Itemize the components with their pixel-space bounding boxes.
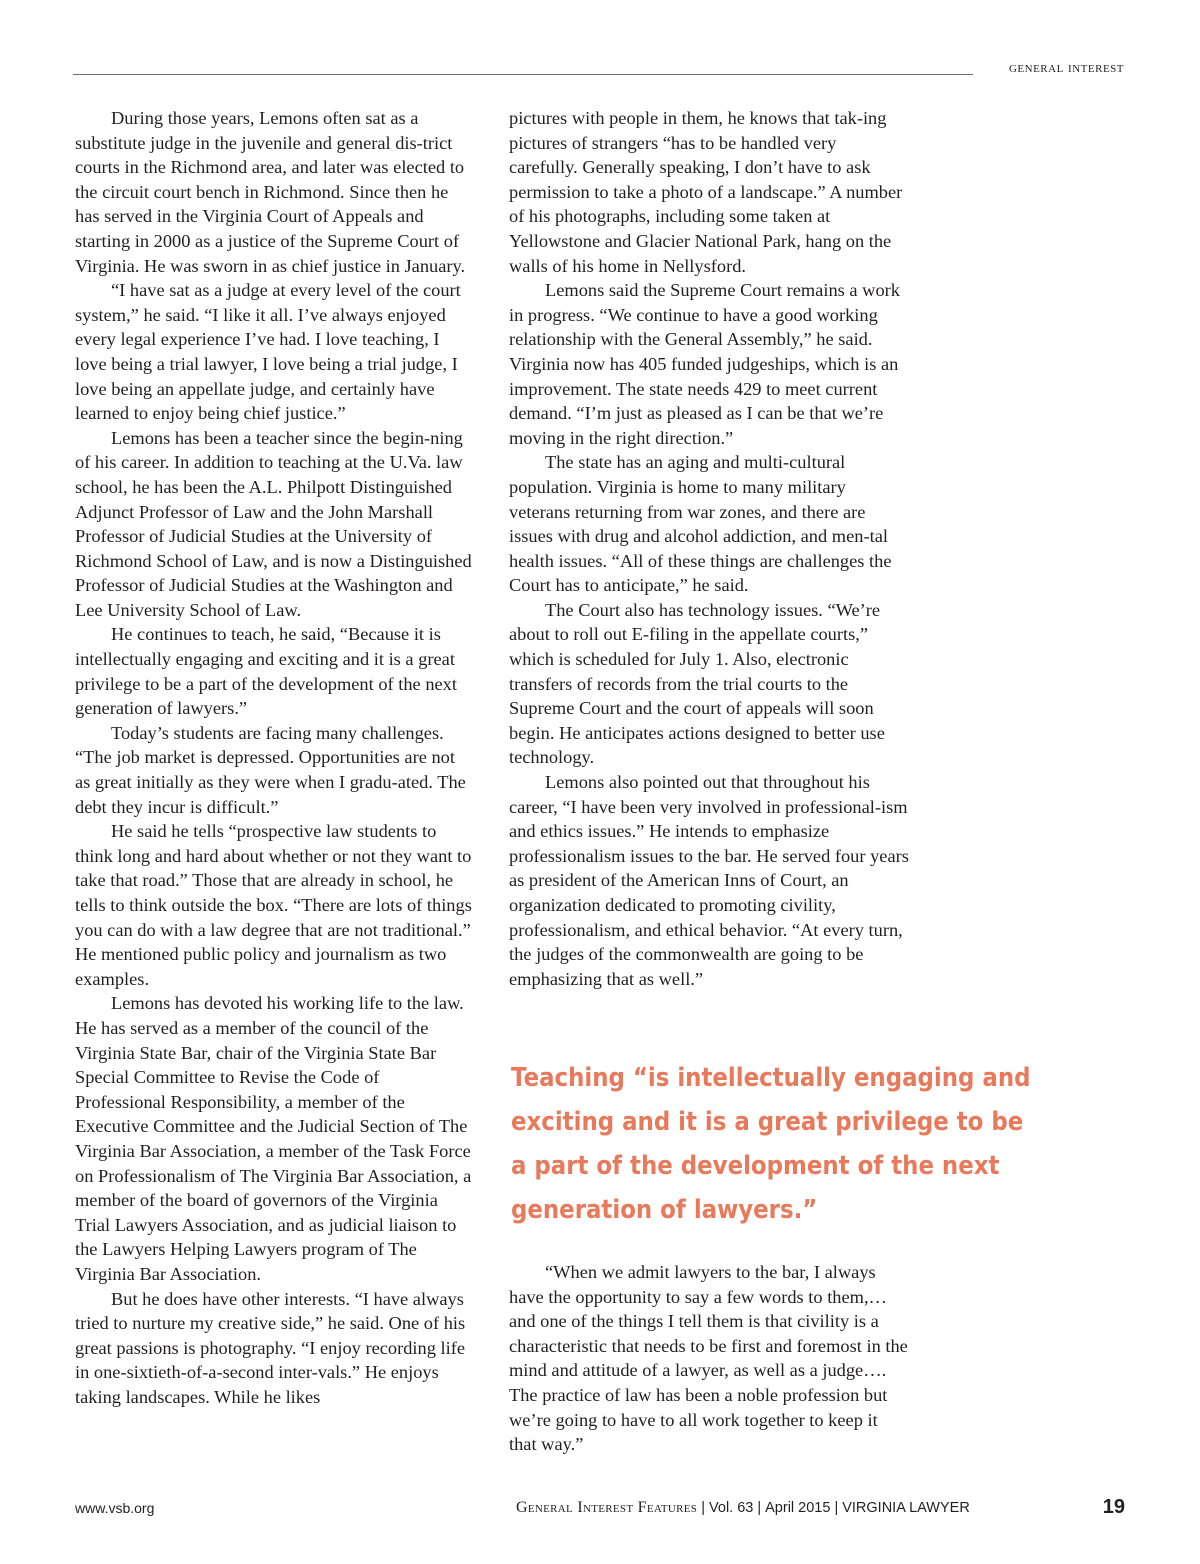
footer-separator: | <box>834 1500 839 1516</box>
paragraph: The Court also has technology issues. “We’re about to roll out E-filing in the appellate courts,” which is scheduled for July 1. Also, electronic transfers of records from the trial courts to the Supreme Court and the court of appeals will soon begin. He anticipates actions designed to better use technology. <box>509 599 885 768</box>
paragraph: Lemons also pointed out that throughout his career, “I have been very involved in professional-ism and ethics issues.” He intends to emphasize professionalism issues to the bar. He served four years as president of the American Inns of Court, an organization dedicated to promoting civility, professionalism, and ethical behavior. “At every turn, the judges of the commonwealth are going to be emphasizing that as well.” <box>509 772 909 989</box>
footer-date: April 2015 <box>765 1500 831 1516</box>
footer-running-title <box>516 1499 970 1517</box>
footer-section: General Interest Features <box>516 1499 698 1516</box>
paragraph: Lemons has been a teacher since the begin-ning of his career. In addition to teaching at the U.Va. law school, he has been the A.L. Philpott Distinguished Adjunct Professor of Law and the John Marshall Professor of Judicial Studies at the University of Richmond School of Law, and is now a Distinguished Professor of Judicial Studies at the Washington and Lee University School of Law. <box>75 427 472 620</box>
paragraph: The state has an aging and multi-cultural population. Virginia is home to many military veterans returning from war zones, and there are issues with drug and alcohol addiction, and men-tal health issues. “All of these things are challenges the Court has to anticipate,” he said. <box>509 452 892 596</box>
pull-quote: Teaching “is intellectually engaging and exciting and it is a great privilege to be a part of the development of the next generation of lawyers.” <box>511 1063 1031 1225</box>
paragraph: He continues to teach, he said, “Because it is intellectually engaging and exciting and it is a great privilege to be a part of the development of the next generation of lawyers.” <box>75 624 457 719</box>
left-column <box>75 106 473 1409</box>
paragraph: Lemons said the Supreme Court remains a work in progress. “We continue to have a good working relationship with the General Assembly,” he said. Virginia now has 405 funded judgeships, which is an improvement. The state needs 429 to meet current demand. “I’m just as pleased as I can be that we’re moving in the right direction.” <box>509 280 900 448</box>
footer-separator: | <box>701 1500 706 1516</box>
footer-separator: | <box>757 1500 762 1516</box>
header-rule <box>73 74 973 75</box>
paragraph: Today’s students are facing many challenges. “The job market is depressed. Opportunities are not as great initially as they were when I gradu-ated. The debt they incur is difficult.” <box>75 722 466 817</box>
paragraph: “When we admit lawyers to the bar, I always have the opportunity to say a few words to them,… and one of the things I tell them is that civility is a characteristic that needs to be first and foremost in the mind and attitude of a lawyer, as well as a judge…. The practice of law has been a noble profession but we’re going to have to all work together to keep it that way.” <box>509 1262 908 1455</box>
footer-volume: Vol. 63 <box>709 1500 754 1516</box>
paragraph: Lemons has devoted his working life to the law. He has served as a member of the council of the Virginia State Bar, chair of the Virginia State Bar Special Committee to Revise the Code of Professional Responsibility, a member of the Executive Committee and the Judicial Section of The Virginia Bar Association, a member of the Task Force on Professionalism of The Virginia Bar Association, a member of the board of governors of the Virginia Trial Lawyers Association, and as judicial liaison to the Lawyers Helping Lawyers program of The Virginia Bar Association. <box>75 993 472 1284</box>
right-column <box>509 106 909 991</box>
paragraph: pictures with people in them, he knows that tak-ing pictures of strangers “has to be handled very carefully. Generally speaking, I don’t have to ask permission to take a photo of a landscape.” A number of his photographs, including some taken at Yellowstone and Glacier National Park, hang on the walls of his home in Nellysford. <box>509 108 903 276</box>
paragraph: He said he tells “prospective law students to think long and hard about whether or not they want to take that road.” Those that are already in school, he tells to think outside the box. “There are lots of things you can do with a law degree that are not traditional.” He mentioned public policy and journalism as two examples. <box>75 821 472 989</box>
footer-url[interactable]: www.vsb.org <box>75 1500 155 1516</box>
page-number: 19 <box>1102 1496 1125 1518</box>
right-column-lower <box>509 1260 909 1457</box>
footer-publication: VIRGINIA LAWYER <box>842 1500 970 1516</box>
paragraph: During those years, Lemons often sat as a substitute judge in the juvenile and general dis-trict courts in the Richmond area, and later was elected to the circuit court bench in Richmond. Since then he has served in the Virginia Court of Appeals and starting in 2000 as a justice of the Supreme Court of Virginia. He was sworn in as chief justice in January. <box>75 108 466 276</box>
section-label: general interest <box>1008 60 1124 76</box>
paragraph: But he does have other interests. “I have always tried to nurture my creative side,” he said. One of his great passions is photography. “I enjoy recording life in one-sixtieth-of-a-second inter-vals.” He enjoys taking landscapes. While he likes <box>75 1288 466 1407</box>
paragraph: “I have sat as a judge at every level of the court system,” he said. “I like it all. I’ve always enjoyed every legal experience I’ve had. I love teaching, I love being a trial lawyer, I love being a trial judge, I love being an appellate judge, and certainly have learned to enjoy being chief justice.” <box>75 280 461 424</box>
